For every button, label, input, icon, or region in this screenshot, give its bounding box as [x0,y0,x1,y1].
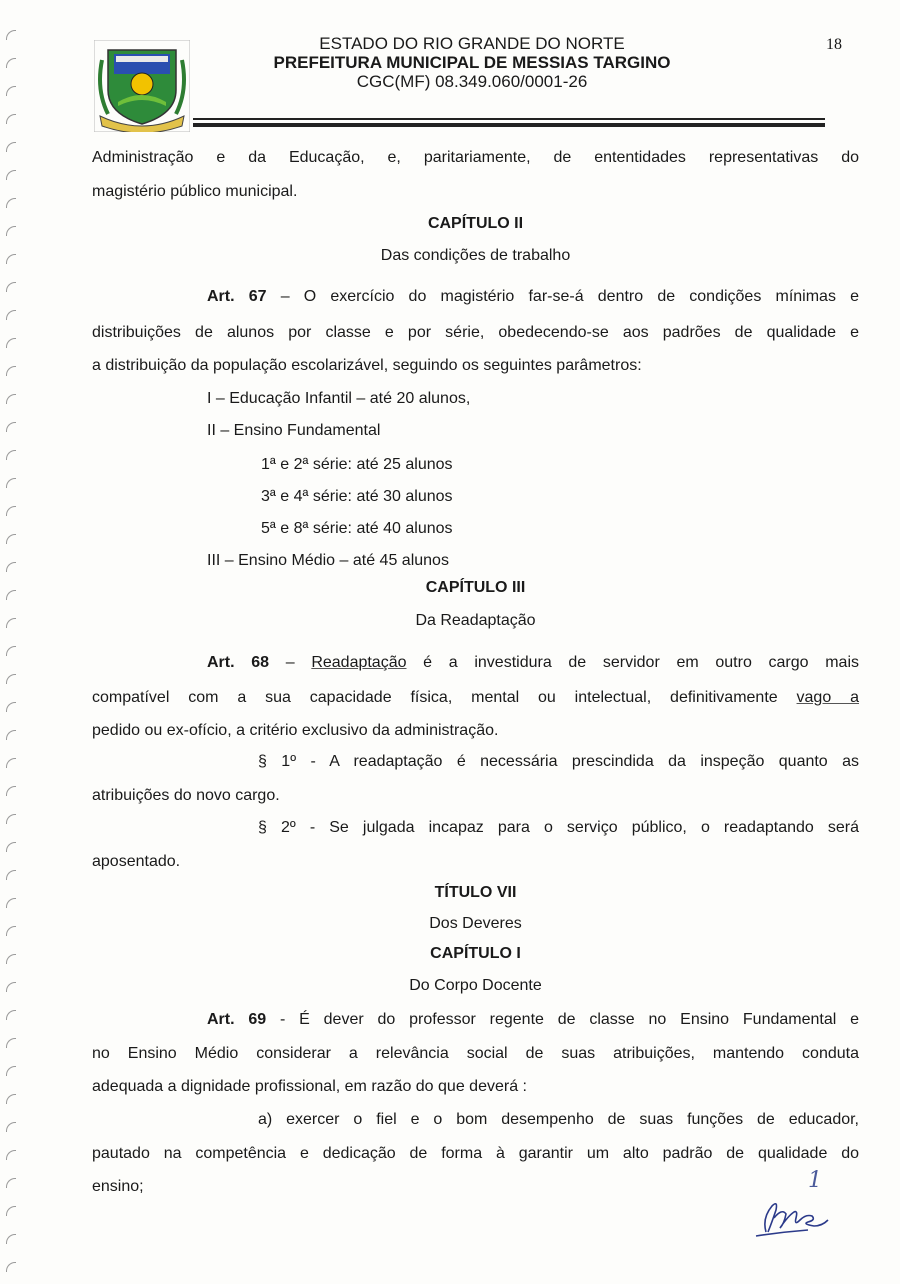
list-item: II – Ensino Fundamental [207,422,381,439]
title-heading: TÍTULO VII [434,884,517,901]
list-item: 5ª e 8ª série: até 40 alunos [261,520,453,537]
chapter-heading: CAPÍTULO II [427,215,524,232]
handwritten-page-mark: 1 [808,1168,822,1193]
binder-holes [0,0,22,1284]
article-67-line: distribuições de alunos por classe e por série, obedecendo-se aos padrões de qualidade e [92,324,859,341]
handwritten-initials-signature [752,1196,832,1244]
page-number: 18 [826,36,842,53]
item-a-line: a) exercer o fiel e o bom desempenho de suas funções de educador, [258,1111,859,1128]
underlined-term: vago a [796,689,859,706]
title-subtitle: Dos Deveres [429,915,522,932]
paragraph-1-line: § 1º - A readaptação é necessária prescindida da inspeção quanto as [258,753,859,770]
letterhead [0,0,900,140]
article-label: Art. 67 [207,288,267,305]
list-item: I – Educação Infantil – até 20 alunos, [207,390,471,407]
municipal-coat-of-arms [94,40,190,132]
item-a-line: pautado na competência e dedicação de forma à garantir um alto padrão de qualidade do [92,1145,859,1162]
letterhead-municipality: PREFEITURA MUNICIPAL DE MESSIAS TARGINO [273,53,671,72]
article-67-line: Art. 67 – O exercício do magistério far-se-á dentro de condições mínimas e [207,288,860,305]
chapter-subtitle: Da Readaptação [415,612,536,629]
article-68-line: pedido ou ex-ofício, a critério exclusivo da administração. [92,722,499,739]
intro-line: magistério público municipal. [92,183,298,200]
article-67-line: a distribuição da população escolarizável, seguindo os seguintes parâmetros: [92,357,642,374]
header-rule [193,118,825,120]
underlined-term: Readaptação [311,654,407,671]
article-68-line: Art. 68 – Readaptação é a investidura de servidor em outro cargo mais [207,654,860,671]
article-69-line: no Ensino Médio considerar a relevância social de suas atribuições, mantendo conduta [92,1045,859,1062]
header-rule-thick [193,123,825,127]
letterhead-state: ESTADO DO RIO GRANDE DO NORTE [319,34,625,53]
article-label: Art. 68 [207,654,270,671]
chapter-heading: CAPÍTULO III [425,579,526,596]
item-a-line: ensino; [92,1178,144,1195]
letterhead-cnpj: CGC(MF) 08.349.060/0001-26 [356,72,588,91]
article-label: Art. 69 [207,1011,267,1028]
intro-line: Administração e da Educação, e, paritariamente, de ententidades representativas do [92,149,859,166]
list-item: 3ª e 4ª série: até 30 alunos [261,488,453,505]
chapter-subtitle: Das condições de trabalho [380,247,571,264]
list-item: 1ª e 2ª série: até 25 alunos [261,456,453,473]
article-68-line: compatível com a sua capacidade física, mental ou intelectual, definitivamente vago a [92,689,859,706]
chapter-subtitle: Do Corpo Docente [409,977,542,994]
article-69-line: adequada a dignidade profissional, em razão do que deverá : [92,1078,527,1095]
article-69-line: Art. 69 - É dever do professor regente de classe no Ensino Fundamental e [207,1011,860,1028]
paragraph-1-line: atribuições do novo cargo. [92,787,280,804]
paragraph-2-line: aposentado. [92,853,181,870]
chapter-heading: CAPÍTULO I [430,945,521,962]
list-item: III – Ensino Médio – até 45 alunos [207,552,449,569]
paragraph-2-line: § 2º - Se julgada incapaz para o serviço público, o readaptando será [258,819,859,836]
